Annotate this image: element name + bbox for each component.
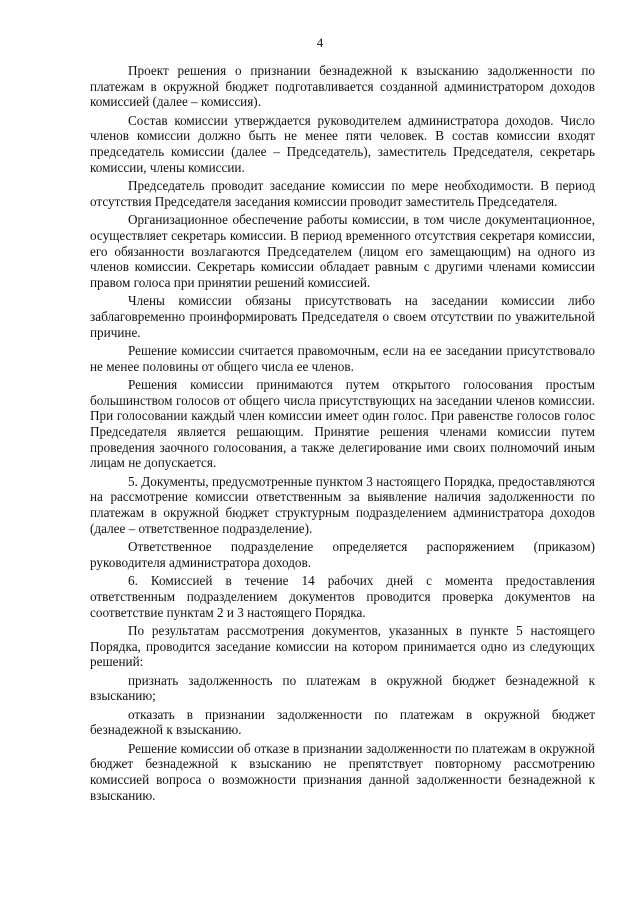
paragraph-secretary-duties: Организационное обеспечение работы комиссии, в том числе документационное, осуществляет секретарь комиссии. В период временного отсутствия секретаря комиссии, его обязанности возлагаются Председателем (лицом его замещающим) на одного из членов комиссии. Секретарь комиссии обладает равным с другими членами комиссии правом голоса при принятии решений комиссией.: [90, 212, 595, 290]
paragraph-decision-refuse: отказать в признании задолженности по платежам в окружной бюджет безнадежной к взысканию.: [90, 706, 595, 738]
paragraph-commission-draft: Проект решения о признании безнадежной к взысканию задолженности по платежам в окружной бюджет подготавливается созданной администратором доходов комиссией (далее – комиссия).: [90, 63, 595, 110]
paragraph-item-6-review: 6. Комиссией в течение 14 рабочих дней с момента предоставления ответственным подразделением документов проводится проверка документов на соответствие пунктам 2 и 3 настоящего Порядка.: [90, 573, 595, 620]
paragraph-commission-composition: Состав комиссии утверждается руководителем администратора доходов. Число членов комиссии должно быть не менее пяти человек. В состав комиссии входят председатель комиссии (далее – Председатель), заместитель Председателя, секретарь комиссии, члены комиссии.: [90, 112, 595, 175]
paragraph-decision-recognize: признать задолженность по платежам в окружной бюджет безнадежной к взысканию;: [90, 672, 595, 704]
paragraph-review-results: По результатам рассмотрения документов, указанных в пункте 5 настоящего Порядка, проводится заседание комиссии на котором принимается одно из следующих решений:: [90, 622, 595, 670]
paragraph-responsible-unit: Ответственное подразделение определяется распоряжением (приказом) руководителя администратора доходов.: [90, 539, 595, 570]
paragraph-member-attendance: Члены комиссии обязаны присутствовать на заседании комиссии либо заблаговременно проинформировать Председателя о своем отсутствии по уважительной причине.: [90, 293, 595, 340]
document-body: [90, 63, 595, 806]
paragraph-refusal-effect: Решение комиссии об отказе в признании задолженности по платежам в окружной бюджет безнадежной к взысканию не препятствует повторному рассмотрению комиссией вопроса о возможности признания данной задолженности безнадежной к взысканию.: [90, 740, 595, 803]
page-number: 4: [316, 35, 324, 50]
paragraph-quorum: Решение комиссии считается правомочным, если на ее заседании присутствовало не менее половины от общего числа ее членов.: [90, 342, 595, 374]
paragraph-voting: Решения комиссии принимаются путем открытого голосования простым большинством голосов от общего числа присутствующих на заседании членов комиссии. При голосовании каждый член комиссии имеет один голос. При равенстве голосов голос Председателя является решающим. Принятие решения членами комиссии путем проведения заочного голосования, а также делегирование ими своих полномочий иным лицам не допускается.: [90, 376, 595, 471]
paragraph-item-5-documents: 5. Документы, предусмотренные пунктом 3 настоящего Порядка, предоставляются на рассмотрение комиссии ответственным за выявление наличия задолженности по платежам в окружной бюджет структурным подразделением администратора доходов (далее – ответственное подразделение).: [90, 473, 595, 536]
paragraph-chairman-meetings: Председатель проводит заседание комиссии по мере необходимости. В период отсутствия Председателя заседания комиссии проводит заместитель Председателя.: [90, 178, 595, 209]
